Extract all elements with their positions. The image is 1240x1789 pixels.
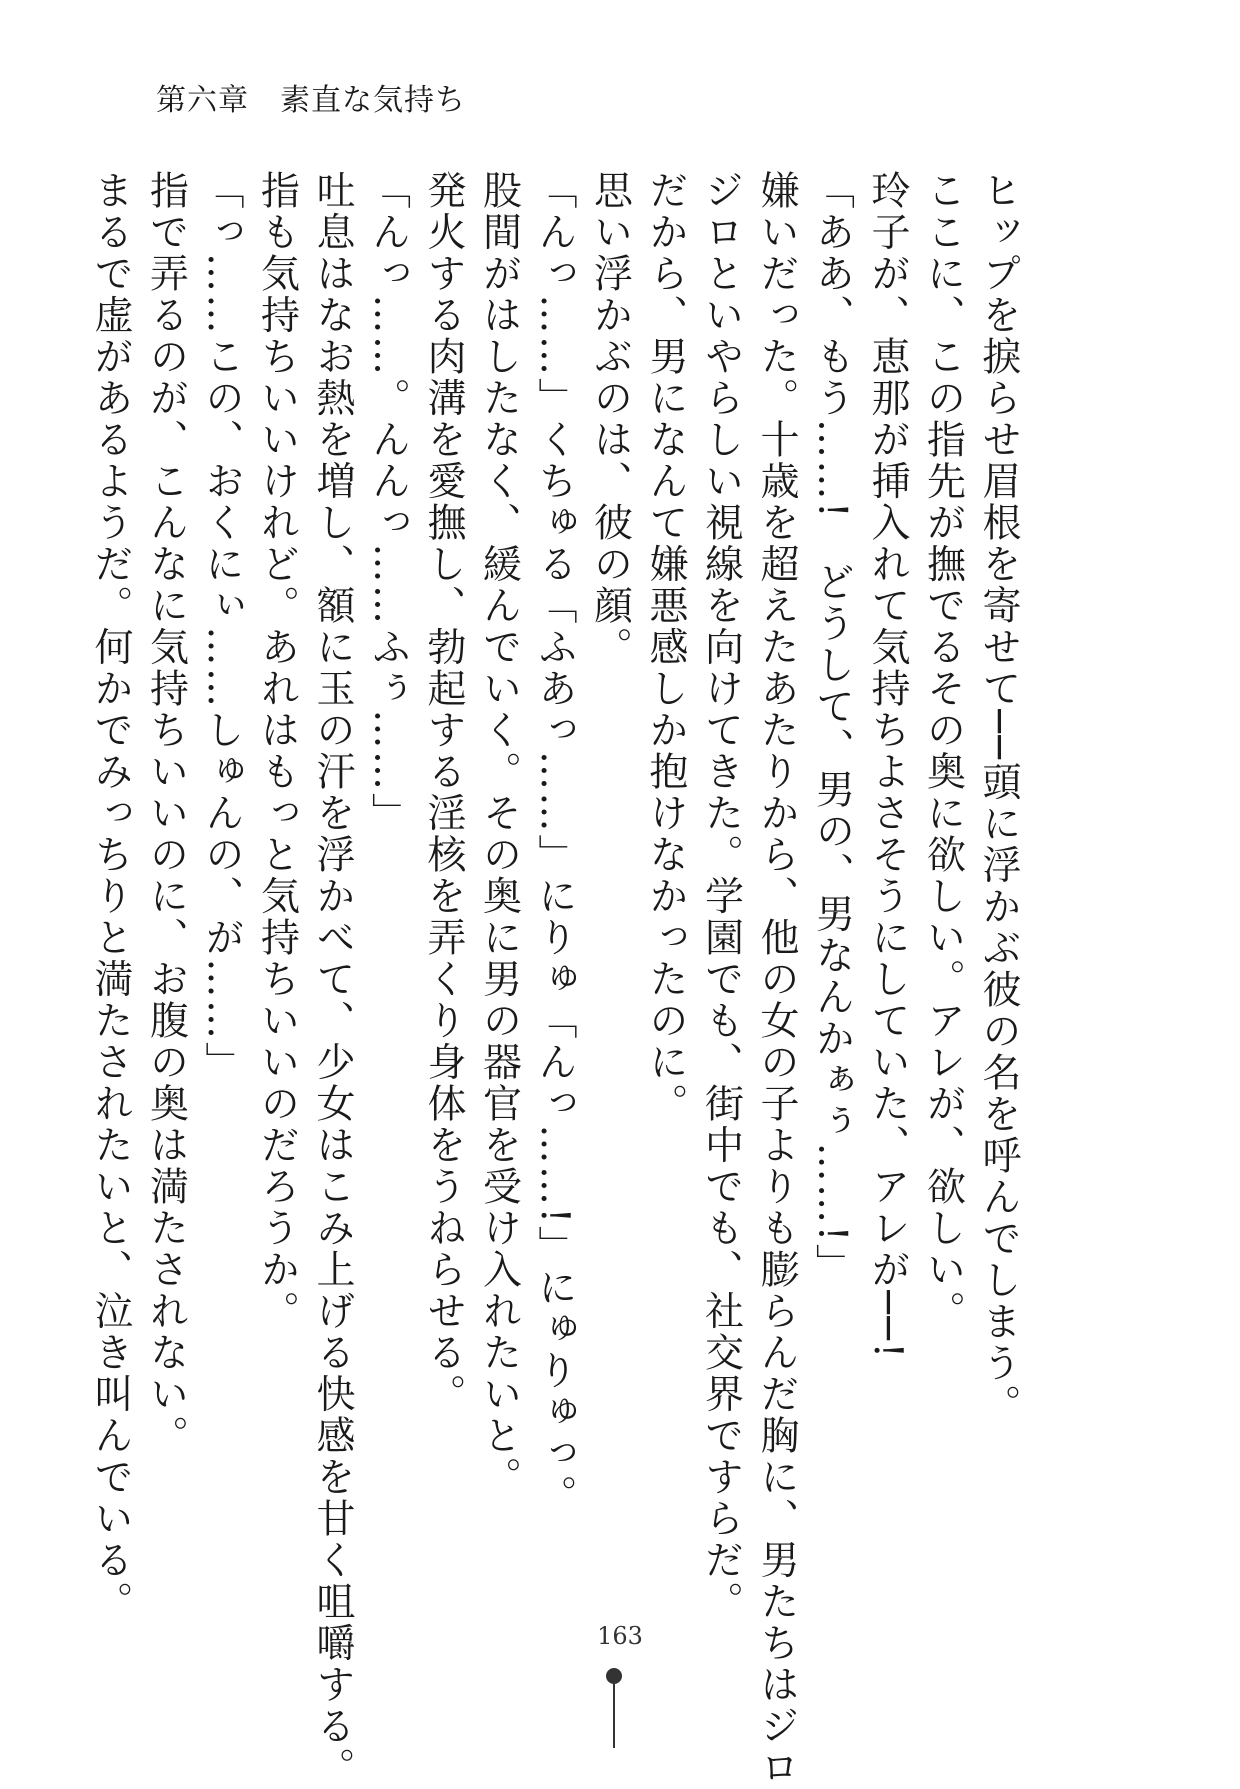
text-line: 玲子が、恵那が挿入れて気持ちよさそうにしていた、アレが──!	[865, 170, 910, 1361]
text-line: ジロといやらしい視線を向けてきた。学園でも、街中でも、社交界ですらだ。	[698, 170, 744, 1623]
page-marker-line	[613, 1684, 615, 1748]
text-line: 思い浮かぶのは、彼の顔。	[587, 170, 633, 668]
text-line: 指で弄るのが、こんなに気持ちいいのに、お腹の奥は満たされない。	[143, 170, 189, 1457]
text-line: 「ああ、もう……! どうして、男の、男なんかぁぅ……!」	[809, 170, 855, 1286]
text-line: 嫌いだった。十歳を超えたあたりから、他の女の子よりも膨らんだ胸に、男たちはジロ	[754, 170, 799, 1789]
page-marker-dot	[606, 1668, 622, 1684]
text-line: 指も気持ちいいけれど。あれはもっと気持ちいいのだろうか。	[254, 170, 300, 1332]
text-line: ここに、この指先が撫でるその奥に欲しい。アレが、欲しい。	[920, 170, 966, 1332]
text-line: ヒップを捩らせ眉根を寄せて──頭に浮かぶ彼の名を呼んでしまう。	[976, 170, 1021, 1426]
text-line: だから、男になんて嫌悪感しか抱けなかったのに。	[643, 170, 688, 1125]
text-line: 股間がはしたなく、緩んでいく。その奥に男の器官を受け入れたいと。	[476, 170, 522, 1498]
page-number: 163	[597, 1622, 643, 1650]
text-line: 発火する肉溝を愛撫し、勃起する淫核を弄くり身体をうねらせる。	[421, 170, 466, 1415]
text-line: 吐息はなお熱を増し、額に玉の汗を浮かべて、少女はこみ上げる快感を甘く咀嚼する。	[310, 170, 355, 1789]
text-line: 「んっ……。んんっ……ふぅ……」	[365, 170, 411, 834]
chapter-title: 第六章 素直な気持ち	[156, 83, 466, 118]
text-line: 「っ……この、おくにぃ……しゅんの、が……」	[199, 170, 244, 1083]
text-line: まるで虚があるようだ。何かでみっちりと満たされたいと、泣き叫んでいる。	[88, 170, 133, 1623]
text-line: 「んっ……」くちゅる「ふあっ……」にりゅ「んっ……!」にゅりゅっ。	[532, 170, 577, 1517]
